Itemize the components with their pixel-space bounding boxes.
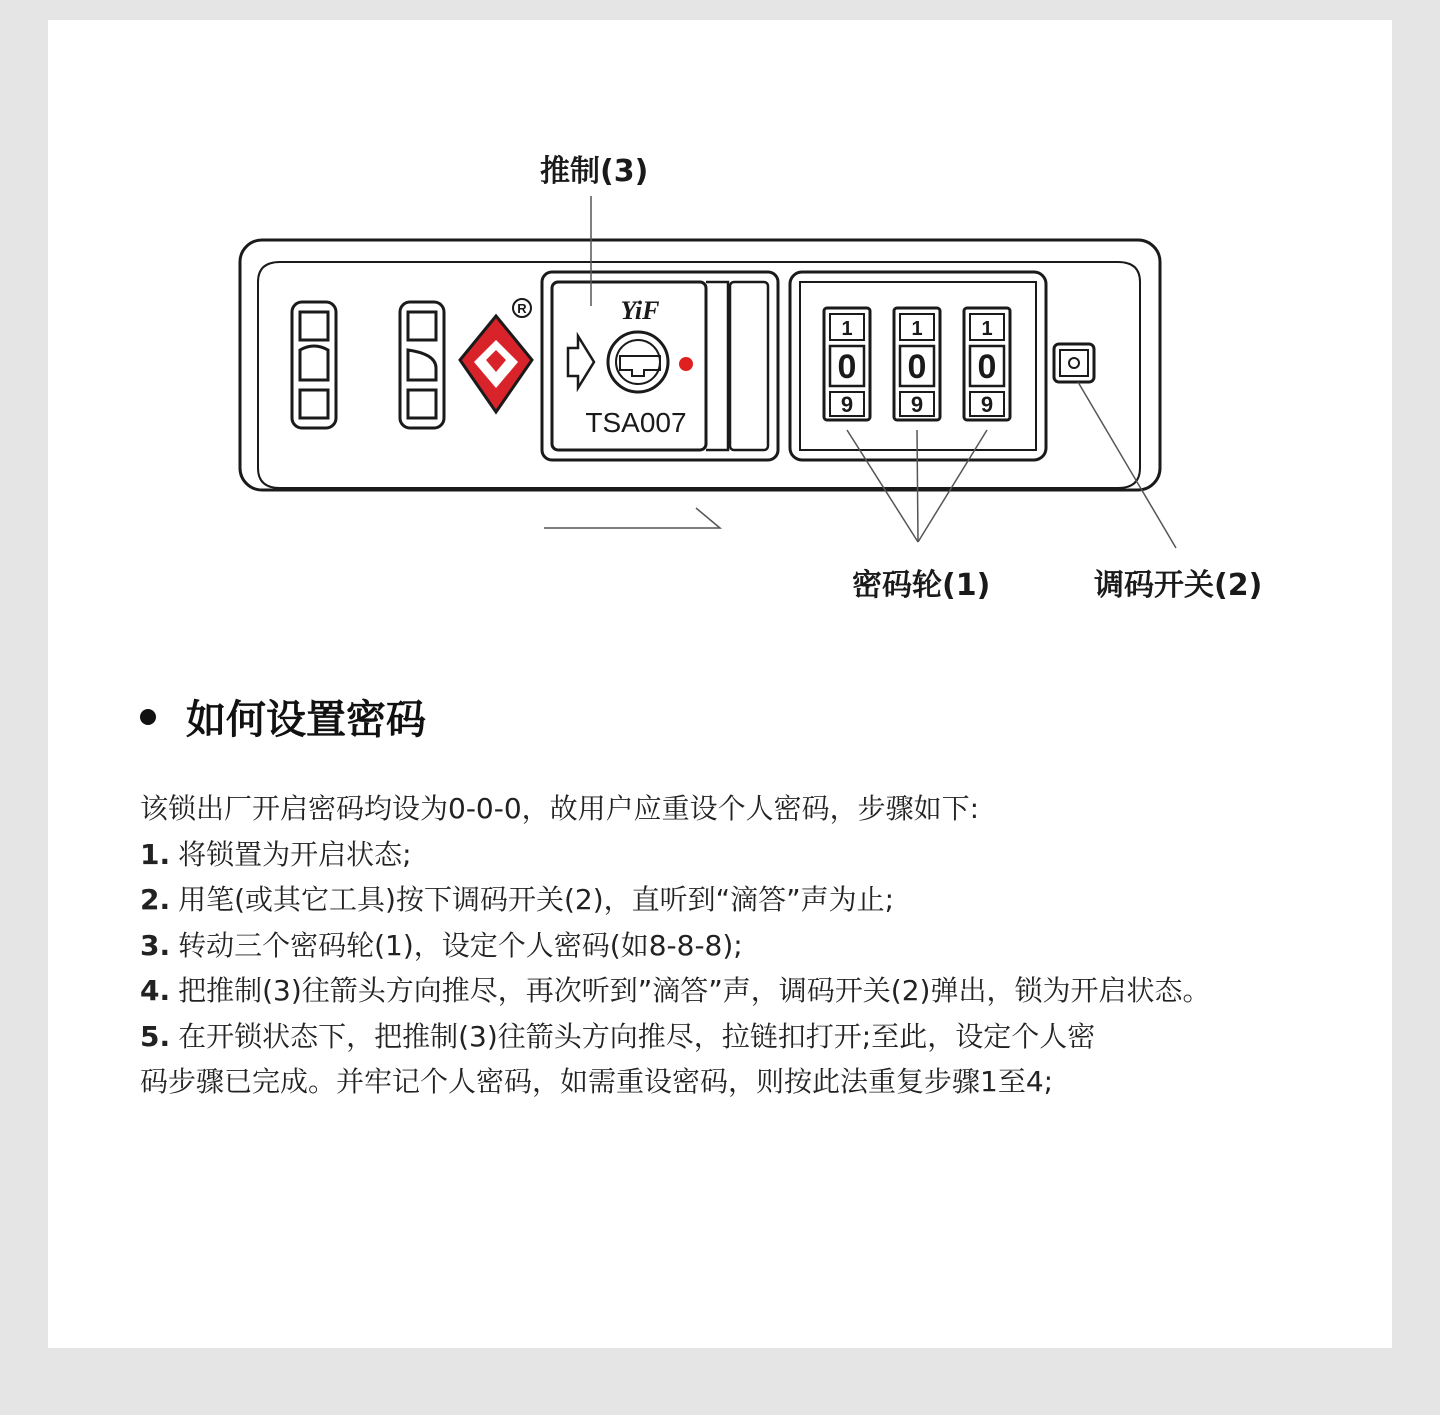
model-label: TSA007: [585, 407, 687, 438]
wheel-2-digit-center: 0: [907, 348, 927, 386]
push-direction-arrow-icon: [544, 508, 720, 528]
reset-switch: [1054, 344, 1094, 382]
zipper-slot-right: [400, 302, 444, 428]
step-item: 3. 转动三个密码轮(1)，设定个人密码(如8-8-8);: [140, 928, 743, 962]
bullet-dot-icon: [140, 709, 156, 725]
callout-push-slider: 推制(3): [540, 154, 649, 189]
wheel-1-digit-top: 1: [841, 318, 853, 340]
wheel-2-digit-bottom: 9: [910, 392, 924, 417]
registered-mark-text: R: [517, 301, 527, 316]
steps-intro: 该锁出厂开启密码均设为0-0-0，故用户应重设个人密码，步骤如下:: [140, 792, 980, 825]
section-title: 如何设置密码: [186, 697, 426, 743]
tsa-logo-icon: [460, 316, 532, 412]
indicator-dot: [679, 357, 693, 371]
leader-line-wheel-1: [847, 430, 918, 542]
step-item: 1. 将锁置为开启状态;: [140, 837, 412, 871]
leader-line-wheel-3: [918, 430, 987, 542]
wheel-1-digit-bottom: 9: [840, 392, 854, 417]
callout-reset-switch: 调码开关(2): [1094, 568, 1263, 603]
callout-combination-wheels: 密码轮(1): [852, 568, 991, 603]
leader-line-wheel-2: [917, 430, 918, 542]
arrow-right-icon: [568, 336, 594, 388]
step-item: 2. 用笔(或其它工具)按下调码开关(2)，直听到“滴答”声为止;: [140, 883, 895, 916]
step-item: 4. 把推制(3)往箭头方向推尽，再次听到”滴答”声，调码开关(2)弹出，锁为开启状态。: [140, 974, 1211, 1007]
wheel-3-digit-bottom: 9: [980, 392, 994, 417]
instruction-steps: [140, 786, 1360, 1105]
content-card: [48, 20, 1392, 1348]
lock-diagram: [48, 20, 1392, 660]
wheel-3-digit-top: 1: [981, 318, 993, 340]
section-heading: [140, 688, 426, 745]
brand-logo: YiF: [620, 296, 660, 325]
lock-body-inner: [258, 262, 1140, 488]
lock-body-outline: [240, 240, 1160, 490]
wheel-1-digit-center: 0: [837, 348, 857, 386]
step-continuation: 码步骤已完成。并牢记个人密码，如需重设密码，则按此法重复步骤1至4;: [140, 1065, 1054, 1098]
wheel-2-digit-top: 1: [911, 318, 923, 340]
zipper-slot-left: [292, 302, 336, 428]
step-item: 5. 在开锁状态下，把推制(3)往箭头方向推尽，拉链扣打开;至此，设定个人密: [140, 1019, 1096, 1053]
wheel-3-digit-center: 0: [977, 348, 997, 386]
